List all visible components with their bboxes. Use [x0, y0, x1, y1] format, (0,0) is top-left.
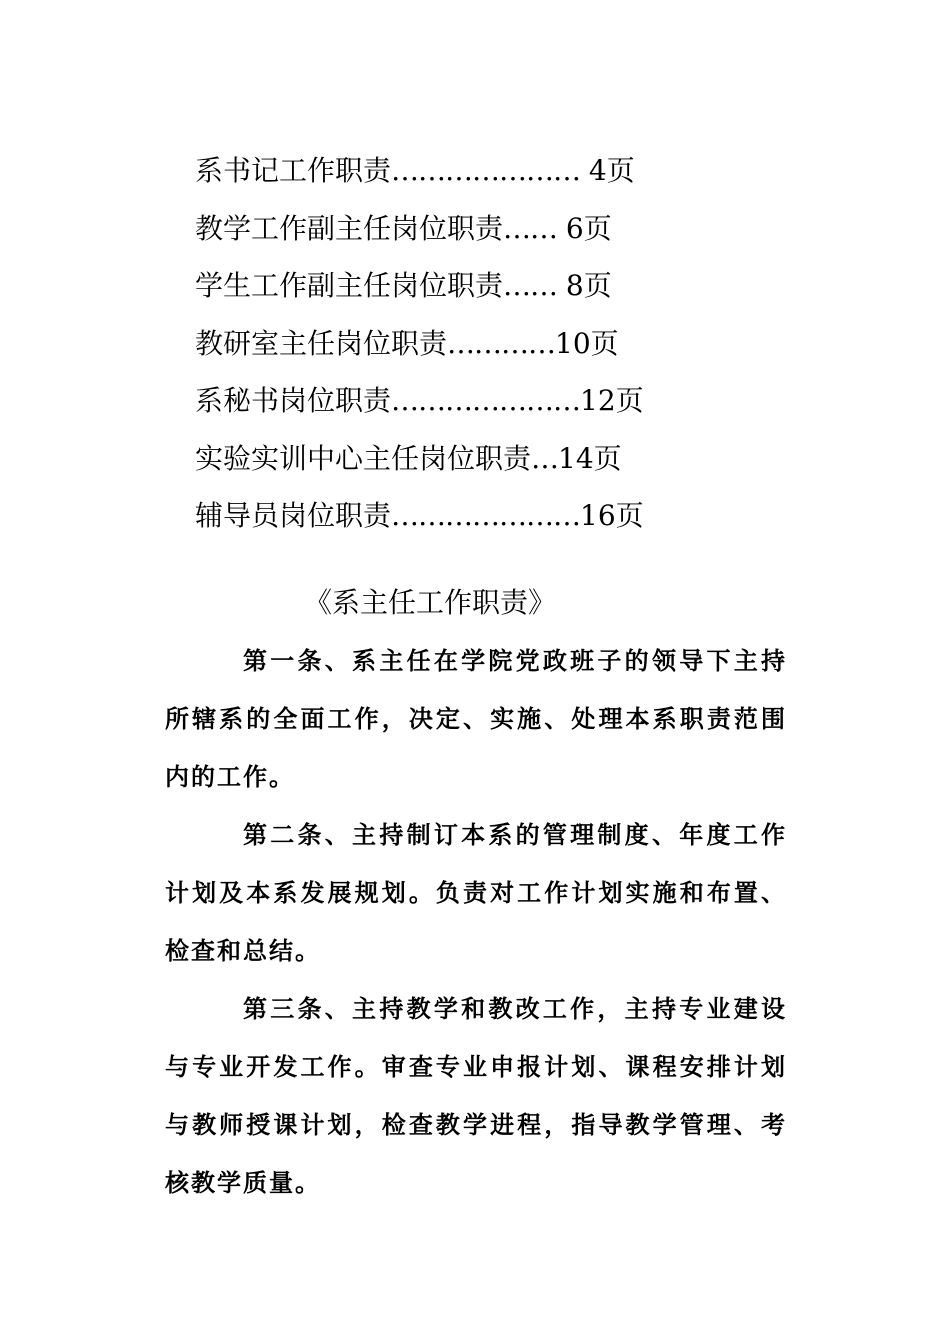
toc-entry-leader: …………………: [391, 154, 581, 187]
article-paragraph: 第一条、系主任在学院党政班子的领导下主持所辖系的全面工作，决定、实施、处理本系职责范围内的工作。: [165, 646, 787, 791]
toc-entry-title: 系秘书岗位职责: [195, 384, 392, 417]
toc-entry-title: 教学工作副主任岗位职责: [195, 211, 504, 245]
toc-entry-page: 10页: [555, 326, 619, 360]
toc-entry: [195, 430, 655, 488]
toc-entry-leader: …………………: [391, 499, 581, 532]
toc-entry-leader: …: [531, 441, 559, 475]
section-body: [165, 632, 787, 1212]
toc-entry-page: 4页: [580, 154, 635, 187]
toc-entry-leader: …………: [447, 326, 556, 360]
toc-entry: [195, 200, 655, 258]
toc-entry-page: 12页: [580, 384, 644, 417]
toc-entry-leader: ……: [503, 211, 558, 245]
toc-entry-page: 6页: [557, 211, 612, 245]
toc-entry-leader: ……: [503, 269, 558, 302]
toc-entry-title: 学生工作副主任岗位职责: [195, 269, 504, 302]
article-paragraph: 第二条、主持制订本系的管理制度、年度工作计划及本系发展规划。负责对工作计划实施和布置、检查和总结。: [165, 820, 787, 965]
toc-entry: [195, 487, 655, 545]
section-title: 《系主任工作职责》: [303, 586, 556, 619]
toc-entry-title: 辅导员岗位职责: [195, 499, 392, 532]
article-paragraph: 第三条、主持教学和教改工作，主持专业建设与专业开发工作。审查专业申报计划、课程安排计划与教师授课计划，检查教学进程，指导教学管理、考核教学质量。: [165, 994, 787, 1197]
table-of-contents: [195, 142, 655, 545]
toc-entry-page: 14页: [558, 441, 622, 475]
toc-entry-page: 8页: [557, 269, 612, 302]
toc-entry: [195, 257, 655, 315]
toc-entry-title: 系书记工作职责: [195, 154, 392, 187]
toc-entry-title: 教研室主任岗位职责: [195, 326, 448, 360]
toc-entry-page: 16页: [580, 499, 644, 532]
toc-entry: [195, 142, 655, 200]
toc-entry: [195, 315, 655, 373]
toc-entry: [195, 372, 655, 430]
toc-entry-leader: …………………: [391, 384, 581, 417]
toc-entry-title: 实验实训中心主任岗位职责: [195, 441, 532, 475]
